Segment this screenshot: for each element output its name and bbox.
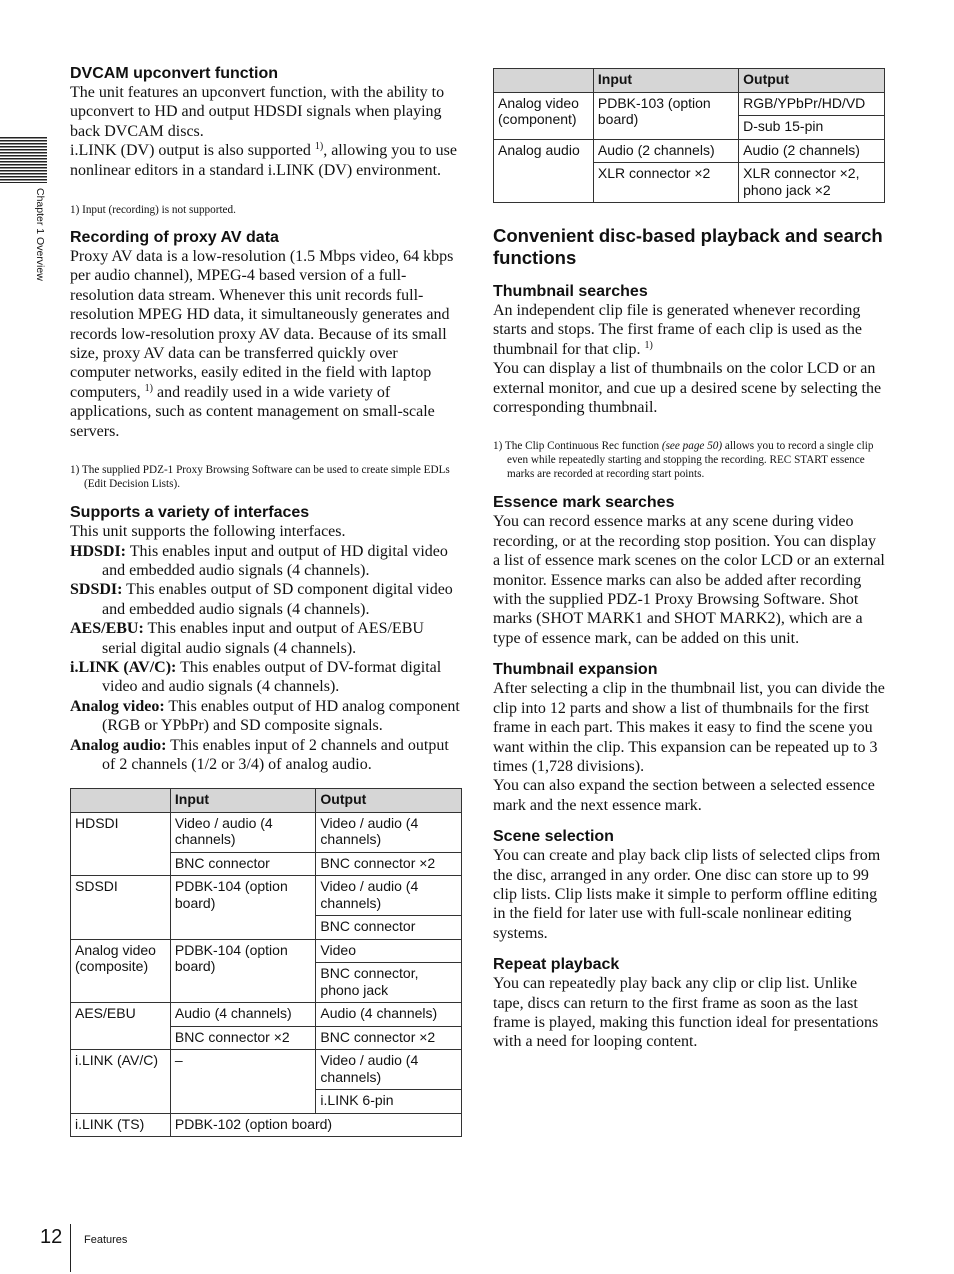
table-cell: – <box>170 1050 316 1114</box>
interfaces-section <box>70 503 462 774</box>
table-cell: Video / audio (4 channels) <box>316 876 462 916</box>
table-row <box>71 1113 462 1137</box>
table-cell: Video / audio (4 channels) <box>316 1050 462 1090</box>
chapter-tab-marker <box>0 137 47 183</box>
table-cell: D-sub 15-pin <box>739 116 885 140</box>
dvcam-para-2: i.LINK (DV) output is also supported $^{1)}$, allowing you to use nonlinear editors in a standard i.LINK (DV) environment. <box>70 141 457 179</box>
chapter-side-label: Chapter 1 Overview <box>34 188 46 281</box>
interface-item: SDSDI: This enables output of SD component digital video and embedded audio signals (4 channels). <box>70 581 453 618</box>
thumbnail-searches-section <box>493 282 885 481</box>
table-header-cell: Output <box>739 69 885 93</box>
scene-selection-heading: Scene selection <box>493 828 614 846</box>
scene-selection-section <box>493 827 885 943</box>
table-cell: PDBK-104 (option board) <box>170 939 316 1003</box>
table-row <box>71 1050 462 1090</box>
table-header-cell: Input <box>593 69 738 93</box>
left-column <box>70 64 462 1137</box>
table-row <box>494 92 885 116</box>
interface-item: i.LINK (AV/C): This enables output of DV-format digital video and audio signals (4 channels). <box>70 658 442 696</box>
table-cell: RGB/YPbPr/HD/VD <box>739 92 885 116</box>
table-row <box>494 139 885 163</box>
footer-divider <box>70 1224 71 1272</box>
table-cell: i.LINK 6-pin <box>316 1090 462 1114</box>
repeat-playback-para: You can repeatedly play back any clip or clip list. Unlike tape, discs can return to the first frame as soon as the last frame is played, making this function ideal for presentations with a need for looping content. <box>493 975 879 1051</box>
interface-item: AES/EBU: This enables input and output of AES/EBU serial digital audio signals (4 channels). <box>70 620 424 657</box>
table-row <box>71 939 462 963</box>
dvcam-heading: DVCAM upconvert function <box>70 65 278 82</box>
thumbnail-expansion-para-2: You can also expand the section between a selected essence mark and the next essence mark. <box>493 777 875 814</box>
table-row <box>71 876 462 916</box>
table-cell: Video / audio (4 channels) <box>316 812 462 852</box>
essence-mark-section <box>493 493 885 648</box>
footnote-ref[interactable]: 1) <box>644 339 653 351</box>
interfaces-list <box>70 542 462 775</box>
proxy-footnote: 1) The supplied PDZ-1 Proxy Browsing Software can be used to create simple EDLs (Edit Decision Lists). <box>70 464 450 491</box>
table-row <box>71 1003 462 1027</box>
table-cell: SDSDI <box>71 876 171 940</box>
scene-selection-para: You can create and play back clip lists of selected clips from the disc, arranged in any order. One disc can store up to 99 clip lists. Clip lists make it simple to perform offline editing in the field for later use with full-scale nonlinear editing systems. <box>493 847 881 942</box>
table-cell: i.LINK (AV/C) <box>71 1050 171 1114</box>
table-cell: BNC connector ×2 <box>316 852 462 876</box>
table-cell: BNC connector <box>316 916 462 940</box>
thumbnail-searches-para-2: You can display a list of thumbnails on the color LCD or an external monitor, and cue up a desired scene by selecting the corresponding thumbnail. <box>493 360 882 417</box>
table-cell: Analog video (component) <box>494 92 594 139</box>
table-cell: PDBK-104 (option board) <box>170 876 316 940</box>
table-cell: Audio (4 channels) <box>170 1003 316 1027</box>
table-row <box>71 812 462 852</box>
table-header-cell: Input <box>170 789 316 813</box>
table-cell: PDBK-102 (option board) <box>170 1113 461 1137</box>
repeat-playback-heading: Repeat playback <box>493 956 620 974</box>
footnote-ref[interactable]: 1) <box>144 382 153 394</box>
page-number: 12 <box>40 1226 63 1248</box>
right-column <box>493 68 885 1052</box>
essence-mark-heading: Essence mark searches <box>493 494 675 512</box>
table-cell: Analog video (composite) <box>71 939 171 1003</box>
table-cell: AES/EBU <box>71 1003 171 1050</box>
table-cell: XLR connector ×2, phono jack ×2 <box>739 163 885 203</box>
table-cell: BNC connector, phono jack <box>316 963 462 1003</box>
table-cell: PDBK-103 (option board) <box>593 92 738 139</box>
thumbnail-expansion-para: After selecting a clip in the thumbnail list, you can divide the clip into 12 parts and show a list of thumbnails for the first frame in each part. This makes it easy to find the scene you want within the clip. This expansion can be repeated up to 3 times (1,728 divisions). <box>493 680 885 775</box>
interface-item: Analog video: This enables output of HD analog component (RGB or YPbPr) and SD composite signals. <box>70 697 460 735</box>
analog-table <box>493 68 885 203</box>
thumbnail-footnote: 1) The Clip Continuous Rec function (see page 50) allows you to record a single clip even while repeatedly starting and stopping the recording. REC START essence marks are recorded at recording start points. <box>493 440 874 481</box>
essence-mark-para: You can record essence marks at any scene during video recording, or at the recording stop position. You can display a list of essence mark scenes on the color LCD or an external monitor. Essence marks can also be added after recording with the supplied PDZ-1 Proxy Browsing Software. Shot marks (SHOT MARK1 and SHOT MARK2), which are a type of essence mark, can be added on this unit. <box>493 513 885 647</box>
table-cell: BNC connector <box>170 852 316 876</box>
interface-item: Analog audio: This enables input of 2 channels and output of 2 channels (1/2 or 3/4) of analog audio. <box>70 736 449 773</box>
interfaces-heading: Supports a variety of interfaces <box>70 504 310 522</box>
thumbnail-expansion-section <box>493 660 885 815</box>
table-cell: i.LINK (TS) <box>71 1113 171 1137</box>
table-header-row <box>494 69 885 93</box>
table-cell: Audio (2 channels) <box>739 139 885 163</box>
table-cell: BNC connector ×2 <box>316 1026 462 1050</box>
proxy-section <box>70 228 462 491</box>
interface-item: HDSDI: This enables input and output of HD digital video and embedded audio signals (4 channels). <box>70 542 448 579</box>
dvcam-para: The unit features an upconvert function, with the ability to upconvert to HD and output HDSDI signals when playing back DVCAM discs. <box>70 84 445 140</box>
proxy-heading: Recording of proxy AV data <box>70 229 279 247</box>
interfaces-intro: This unit supports the following interfaces. <box>70 523 346 541</box>
dvcam-footnote: 1) Input (recording) is not supported. <box>70 204 236 217</box>
table-cell: XLR connector ×2 <box>593 163 738 203</box>
thumbnail-searches-heading: Thumbnail searches <box>493 283 648 300</box>
thumbnail-searches-para: An independent clip file is generated whenever recording starts and stops. The first frame of each clip is used as the thumbnail for that clip. $^{1)}$ <box>493 302 862 358</box>
table-cell: HDSDI <box>71 812 171 876</box>
table-header-row <box>71 789 462 813</box>
table-cell: Audio (2 channels) <box>593 139 738 163</box>
table-header-cell <box>71 789 171 813</box>
footnote-ref[interactable]: 1) <box>314 141 324 153</box>
proxy-para: Proxy AV data is a low-resolution (1.5 Mbps video, 64 kbps per audio channel), MPEG-4 based version of a full-resolution data stream. Whenever this unit records full-resolution MPEG HD data, it simultaneously generates and records low-resolution proxy AV data. Because of its small size, proxy AV data can be transferred quickly over computer networks, easily edited in the field with laptop computers, $^{1)}$ and readily used in a wide variety of applications, such as content management on small-scale servers. <box>70 248 454 440</box>
repeat-playback-section <box>493 955 885 1052</box>
table-cell: Video <box>316 939 462 963</box>
section-title: Convenient disc-based playback and search functions <box>493 225 883 268</box>
dvcam-section <box>70 64 462 217</box>
interfaces-table <box>70 788 462 1137</box>
table-cell: Analog audio <box>494 139 594 203</box>
table-header-cell <box>494 69 594 93</box>
footer-section-label: Features <box>84 1234 128 1246</box>
thumbnail-expansion-heading: Thumbnail expansion <box>493 661 658 679</box>
table-cell: Audio (4 channels) <box>316 1003 462 1027</box>
table-cell: BNC connector ×2 <box>170 1026 316 1050</box>
page-reference-link[interactable]: (see page 50) <box>661 440 723 453</box>
table-header-cell: Output <box>316 789 462 813</box>
table-cell: Video / audio (4 channels) <box>170 812 316 852</box>
